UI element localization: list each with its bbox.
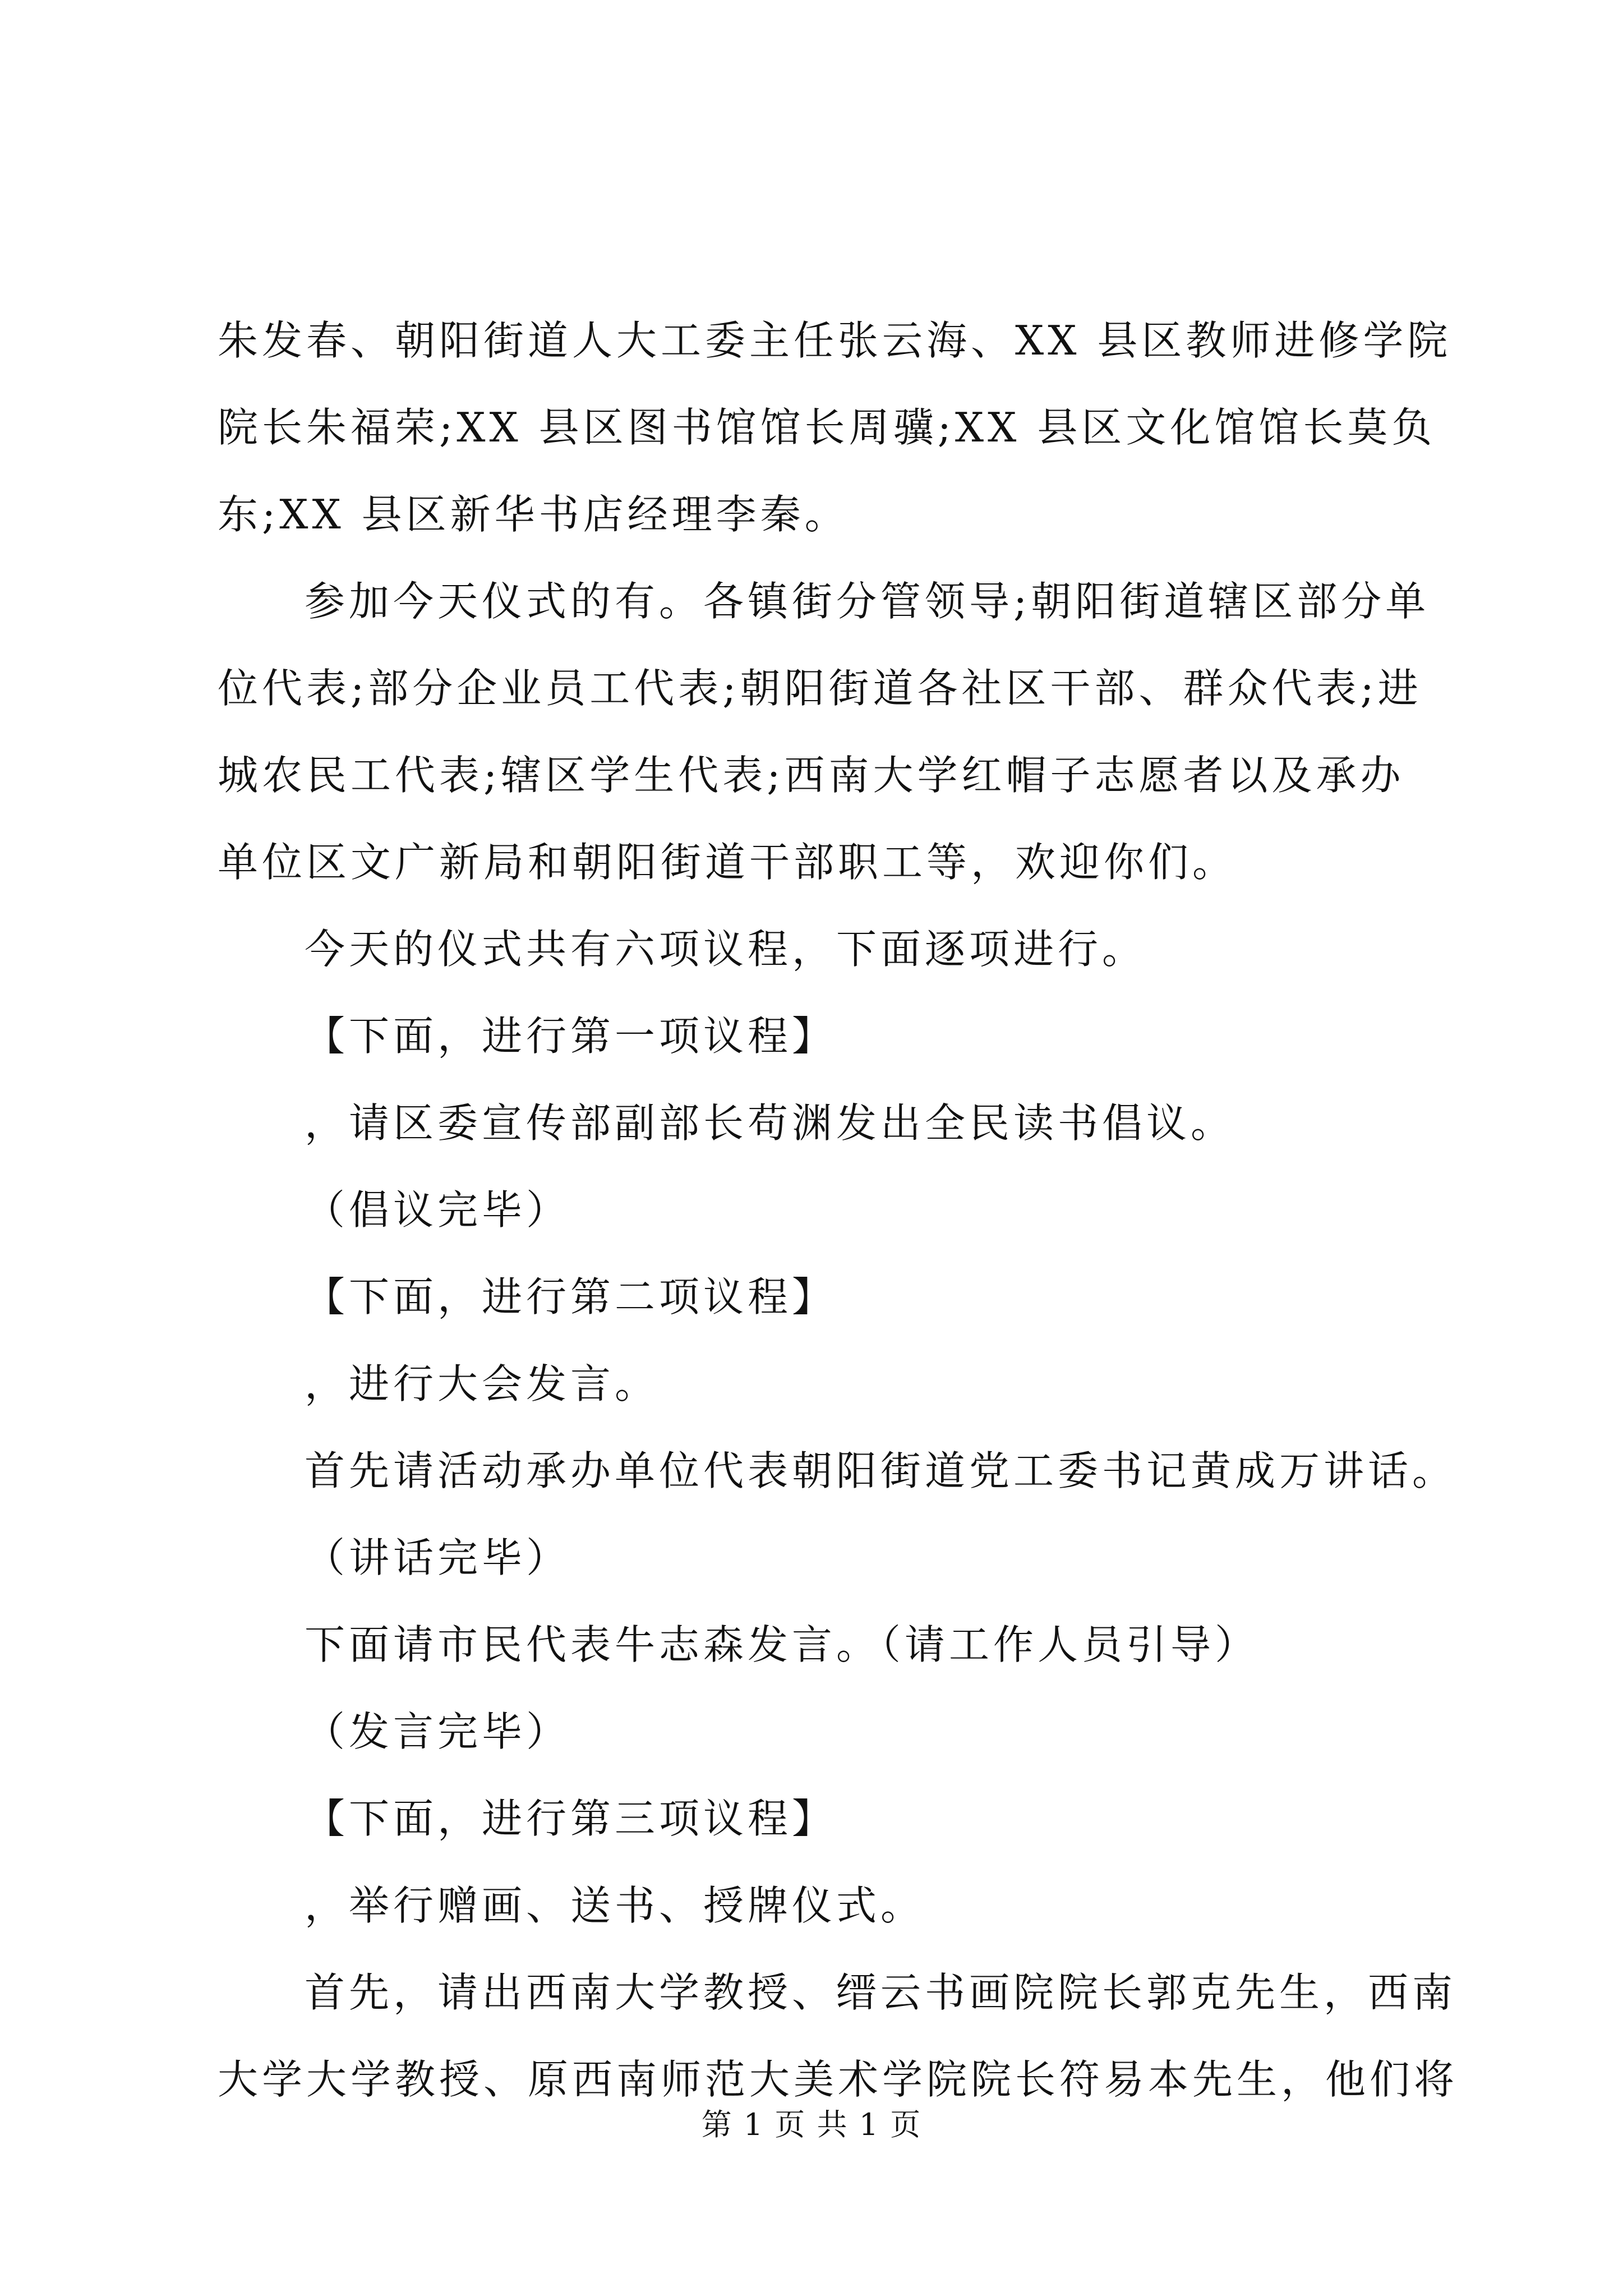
paragraph-start-line: 参加今天仪式的有。各镇街分管领导;朝阳街道辖区部分单: [305, 578, 1430, 625]
text-line: 单位区文广新局和朝阳街道干部职工等，欢迎你们。: [218, 839, 1237, 886]
page-footer: 第 1 页 共 1 页: [701, 2107, 922, 2142]
agenda-heading: 【下面，进行第二项议程】: [305, 1273, 837, 1320]
text-line: 位代表;部分企业员工代表;朝阳街道各社区干部、群众代表;进: [218, 665, 1422, 712]
paragraph-line: ，进行大会发言。: [305, 1360, 660, 1407]
paragraph-start-line: 首先，请出西南大学教授、缙云书画院院长郭克先生，西南: [305, 1969, 1457, 2016]
text-line: 东;XX 县区新华书店经理李秦。: [218, 491, 849, 538]
agenda-heading: 【下面，进行第一项议程】: [305, 1013, 837, 1060]
text-line: 朱发春、朝阳街道人大工委主任张云海、XX 县区教师进修学院: [218, 317, 1452, 364]
paragraph-line: 首先请活动承办单位代表朝阳街道党工委书记黄成万讲话。: [305, 1447, 1457, 1494]
paragraph-line: ，举行赠画、送书、授牌仪式。: [305, 1882, 925, 1929]
agenda-heading: 【下面，进行第三项议程】: [305, 1795, 837, 1842]
document-body: [218, 297, 1459, 2123]
paragraph-line: ，请区委宣传部副部长苟渊发出全民读书倡议。: [305, 1099, 1235, 1147]
stage-note: （发言完毕）: [305, 1708, 571, 1755]
text-line: 城农民工代表;辖区学生代表;西南大学红帽子志愿者以及承办: [218, 752, 1405, 799]
stage-note: （讲话完毕）: [305, 1534, 571, 1581]
paragraph-line: 下面请市民代表牛志森发言。（请工作人员引导）: [305, 1621, 1260, 1668]
paragraph-line: 今天的仪式共有六项议程，下面逐项进行。: [305, 926, 1147, 973]
text-line: 大学大学教授、原西南师范大美术学院院长符易本先生，他们将: [218, 2056, 1459, 2103]
text-line: 院长朱福荣;XX 县区图书馆馆长周骥;XX 县区文化馆馆长莫负: [218, 404, 1436, 451]
stage-note: （倡议完毕）: [305, 1186, 571, 1234]
